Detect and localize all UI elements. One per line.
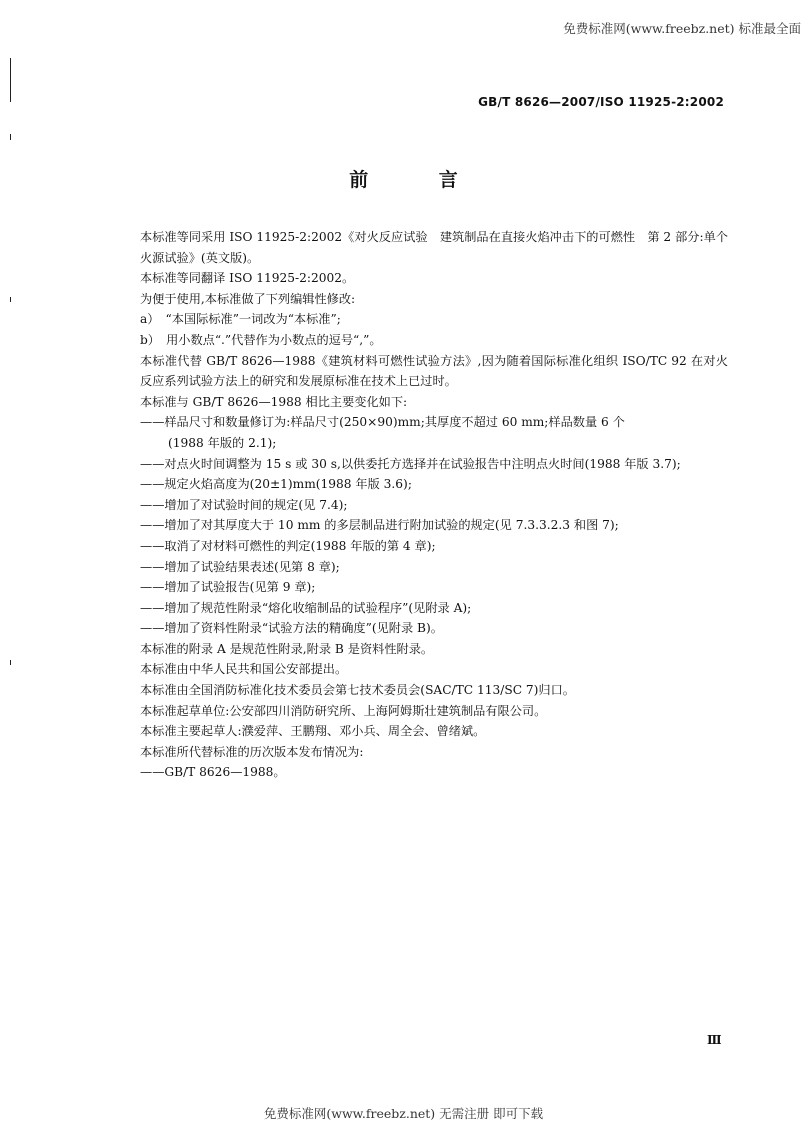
change-item: ——样品尺寸和数量修订为:样品尺寸(250×90)mm;其厚度不超过 60 mm;样品数量 6 个 [140,415,625,430]
list-item: b） 用小数点“.”代替作为小数点的逗号“,”。 [140,332,382,347]
change-item-continued: (1988 年版的 2.1); [168,435,277,450]
change-item: ——取消了对材料可燃性的判定(1988 年版的第 4 章); [140,538,436,553]
change-item: ——增加了对试验时间的规定(见 7.4); [140,497,348,512]
top-watermark: 免费标准网(www.freebz.net) 标准最全面 [563,21,801,36]
list-item: a） “本国际标准”一词改为“本标准”; [140,312,341,327]
scan-mark [10,134,11,140]
change-item: ——增加了资料性附录“试验方法的精确度”(见附录 B)。 [140,621,443,636]
change-item: ——对点火时间调整为 15 s 或 30 s,以供委托方选择并在试验报告中注明点火时间(1988 年版 3.7); [140,456,681,471]
paragraph: 本标准等同采用 ISO 11925-2:2002《对火反应试验 建筑制品在直接火焰冲击下的可燃性 第 2 部分:单个火源试验》(英文版)。 [140,230,728,265]
scan-mark [10,660,11,665]
paragraph: 本标准主要起草人:濮爱萍、王鹏翔、邓小兵、周全会、曾绪斌。 [140,724,486,739]
page-number: Ⅲ [707,1033,722,1047]
history-item: ——GB/T 8626—1988。 [140,765,286,780]
paragraph: 本标准由中华人民共和国公安部提出。 [140,662,348,677]
scan-mark [10,58,11,102]
bottom-watermark: 免费标准网(www.freebz.net) 无需注册 即可下载 [263,1106,544,1121]
change-item: ——增加了对其厚度大于 10 mm 的多层制品进行附加试验的规定(见 7.3.3.2.3 和图 7); [140,518,619,533]
change-item: ——规定火焰高度为(20±1)mm(1988 年版 3.6); [140,477,412,492]
paragraph: 本标准由全国消防标准化技术委员会第七技术委员会(SAC/TC 113/SC 7)归口。 [140,683,575,698]
paragraph: 本标准与 GB/T 8626—1988 相比主要变化如下: [140,394,408,409]
page-title: 前 言 [349,169,490,191]
foreword-body [116,227,728,783]
standard-code-header: GB/T 8626—2007/ISO 11925-2:2002 [478,95,724,109]
change-item: ——增加了试验报告(见第 9 章); [140,580,316,595]
scan-mark [10,297,11,302]
paragraph: 为便于使用,本标准做了下列编辑性修改: [140,291,356,306]
paragraph: 本标准代替 GB/T 8626—1988《建筑材料可燃性试验方法》,因为随着国际标准化组织 ISO/TC 92 在对火反应系列试验方法上的研究和发展原标准在技术上已过时。 [140,353,728,389]
paragraph: 本标准所代替标准的历次版本发布情况为: [140,744,364,759]
change-item: ——增加了试验结果表述(见第 8 章); [140,559,340,574]
change-item: ——增加了规范性附录“熔化收缩制品的试验程序”(见附录 A); [140,600,472,615]
paragraph: 本标准的附录 A 是规范性附录,附录 B 是资料性附录。 [140,641,434,656]
paragraph: 本标准等同翻译 ISO 11925-2:2002。 [140,271,355,286]
paragraph: 本标准起草单位:公安部四川消防研究所、上海阿姆斯壮建筑制品有限公司。 [140,703,547,718]
